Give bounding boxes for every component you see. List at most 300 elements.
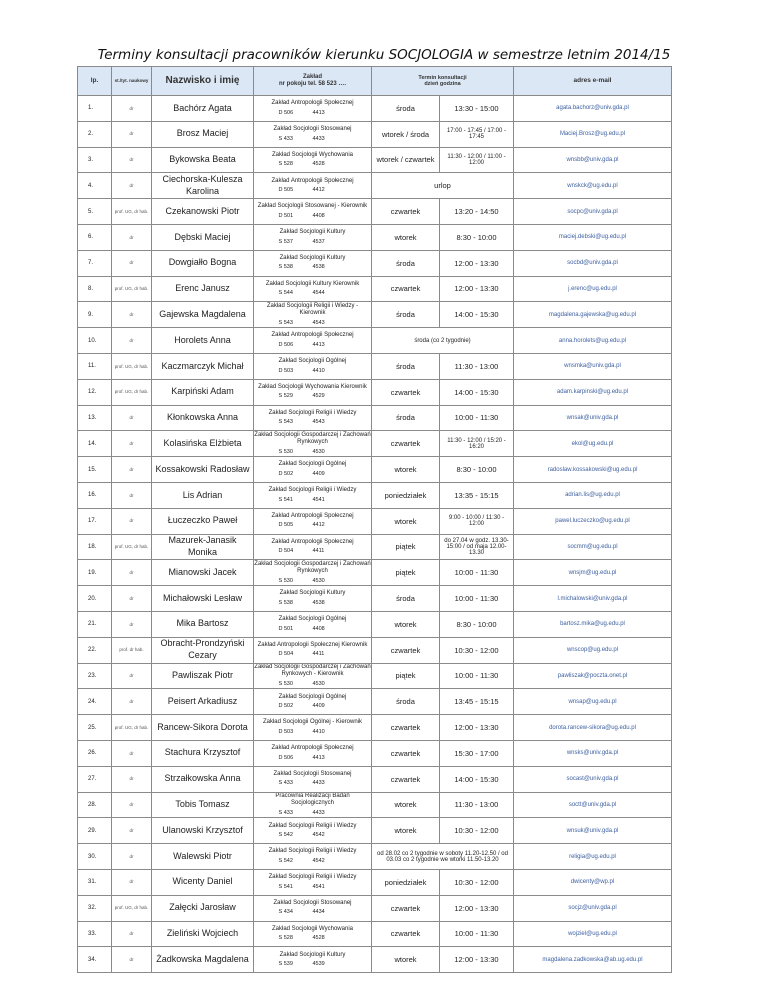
department-name: Zakład Antropologii Społecznej bbox=[271, 332, 354, 339]
table-row bbox=[78, 431, 672, 457]
department-cell bbox=[254, 457, 372, 483]
room-number: D 506 bbox=[278, 341, 294, 348]
consultation-time: 12:00 - 13:30 bbox=[440, 715, 514, 741]
academic-title: dr bbox=[112, 224, 152, 250]
room-number: S 529 bbox=[278, 393, 293, 400]
department-name: Zakład Socjologii Ogólnej bbox=[278, 461, 347, 468]
department-cell bbox=[254, 534, 372, 560]
room-phone bbox=[254, 651, 371, 658]
room-phone bbox=[254, 161, 371, 168]
row-number: 33. bbox=[78, 921, 112, 947]
consultation-day: wtorek bbox=[372, 457, 440, 483]
header-department-name: Zakład bbox=[302, 74, 322, 81]
department-cell bbox=[254, 431, 372, 457]
table-row bbox=[78, 637, 672, 663]
academic-title: dr bbox=[112, 96, 152, 122]
row-number: 18. bbox=[78, 534, 112, 560]
row-number: 28. bbox=[78, 792, 112, 818]
room-number: S 433 bbox=[278, 780, 293, 787]
department-name: Zakład Socjologii Stosowanej bbox=[273, 899, 352, 906]
table-row bbox=[78, 121, 672, 147]
email-address: socpc@univ.gda.pl bbox=[514, 199, 672, 225]
department-name: Zakład Socjologii Religii i Wiedzy bbox=[268, 822, 357, 829]
header-lp: lp. bbox=[78, 67, 112, 96]
room-number: S 528 bbox=[278, 935, 293, 942]
header-email: adres e-mail bbox=[514, 67, 672, 96]
email-address: agata.bachorz@univ.gda.pl bbox=[514, 96, 672, 122]
phone-extension: 4530 bbox=[312, 680, 325, 687]
employee-name: Kossakowski Radosław bbox=[152, 457, 254, 483]
email-address: wnsap@ug.edu.pl bbox=[514, 689, 672, 715]
row-number: 1. bbox=[78, 96, 112, 122]
row-number: 19. bbox=[78, 560, 112, 586]
consultation-time: 11:30 - 12:00 / 15:20 - 16:20 bbox=[440, 431, 514, 457]
phone-extension: 4412 bbox=[312, 187, 325, 194]
row-number: 7. bbox=[78, 250, 112, 276]
room-number: D 506 bbox=[278, 754, 294, 761]
consultation-time: 14:00 - 15:30 bbox=[440, 302, 514, 328]
row-number: 30. bbox=[78, 844, 112, 870]
academic-title: dr bbox=[112, 405, 152, 431]
department-cell bbox=[254, 766, 372, 792]
room-phone bbox=[254, 858, 371, 865]
consultation-time: 15:30 - 17:00 bbox=[440, 740, 514, 766]
email-address: socmm@ug.edu.pl bbox=[514, 534, 672, 560]
academic-title: dr bbox=[112, 173, 152, 199]
room-phone bbox=[254, 187, 371, 194]
phone-extension: 4542 bbox=[312, 857, 325, 864]
consultation-day: czwartek bbox=[372, 199, 440, 225]
department-name: Zakład Antropologii Społecznej Kierownik bbox=[257, 641, 368, 648]
department-name: Zakład Antropologii Społecznej bbox=[271, 745, 354, 752]
employee-name: Kłonkowska Anna bbox=[152, 405, 254, 431]
email-address: magdalena.gajewska@ug.edu.pl bbox=[514, 302, 672, 328]
employee-name: Michałowski Lesław bbox=[152, 586, 254, 612]
phone-extension: 4530 bbox=[312, 577, 325, 584]
consultation-day: czwartek bbox=[372, 379, 440, 405]
email-address: wojziel@ug.edu.pl bbox=[514, 921, 672, 947]
room-phone bbox=[254, 522, 371, 529]
department-name: Pracownia Realizacji Badań Socjologicznych bbox=[275, 792, 350, 807]
consultation-day: czwartek bbox=[372, 276, 440, 302]
room-phone bbox=[254, 471, 371, 478]
department-name: Zakład Socjologii Religii i Wiedzy bbox=[268, 848, 357, 855]
header-department bbox=[254, 67, 372, 96]
department-cell bbox=[254, 508, 372, 534]
room-number: D 502 bbox=[278, 703, 294, 710]
department-cell bbox=[254, 276, 372, 302]
consultation-day: poniedziałek bbox=[372, 482, 440, 508]
academic-title: prof. UG, dr hab. bbox=[112, 534, 152, 560]
table-row bbox=[78, 508, 672, 534]
department-cell bbox=[254, 895, 372, 921]
table-row bbox=[78, 302, 672, 328]
academic-title: dr bbox=[112, 844, 152, 870]
department-cell bbox=[254, 224, 372, 250]
phone-extension: 4529 bbox=[312, 393, 325, 400]
employee-name: Bykowska Beata bbox=[152, 147, 254, 173]
employee-name: Żadkowska Magdalena bbox=[152, 947, 254, 973]
table-row bbox=[78, 379, 672, 405]
department-cell bbox=[254, 844, 372, 870]
department-cell bbox=[254, 173, 372, 199]
email-address: wnsuk@univ.gda.pl bbox=[514, 818, 672, 844]
consultation-day: czwartek bbox=[372, 895, 440, 921]
academic-title: dr bbox=[112, 147, 152, 173]
room-phone bbox=[254, 810, 371, 817]
department-cell bbox=[254, 947, 372, 973]
consultation-day: czwartek bbox=[372, 431, 440, 457]
employee-name: Łuczeczko Paweł bbox=[152, 508, 254, 534]
department-name: Zakład Socjologii Religii i Wiedzy bbox=[268, 874, 357, 881]
email-address: soctt@univ.gda.pl bbox=[514, 792, 672, 818]
consultation-time: 11:30 - 12:00 / 11:00 - 12:00 bbox=[440, 147, 514, 173]
department-name: Zakład Antropologii Społecznej bbox=[271, 177, 354, 184]
department-name: Zakład Antropologii Społecznej bbox=[271, 100, 354, 107]
employee-name: Mazurek-Janasik Monika bbox=[152, 534, 254, 560]
email-address: ekol@ug.edu.pl bbox=[514, 431, 672, 457]
phone-extension: 4408 bbox=[312, 212, 325, 219]
phone-extension: 4413 bbox=[312, 754, 325, 761]
employee-name: Zieliński Wojciech bbox=[152, 921, 254, 947]
room-phone bbox=[254, 368, 371, 375]
row-number: 10. bbox=[78, 328, 112, 354]
department-cell bbox=[254, 586, 372, 612]
table-row bbox=[78, 689, 672, 715]
room-number: S 538 bbox=[278, 599, 293, 606]
department-cell bbox=[254, 405, 372, 431]
department-name: Zakład Socjologii Kultury bbox=[279, 590, 346, 597]
room-phone bbox=[254, 729, 371, 736]
email-address: wnsks@univ.gda.pl bbox=[514, 740, 672, 766]
consultation-day: wtorek bbox=[372, 508, 440, 534]
department-name: Zakład Socjologii Ogólnej bbox=[278, 616, 347, 623]
department-name: Zakład Socjologii Wychowania Kierownik bbox=[258, 383, 367, 390]
phone-extension: 4539 bbox=[312, 961, 325, 967]
room-phone bbox=[254, 578, 371, 585]
email-address: wnsbb@univ.gda.pl bbox=[514, 147, 672, 173]
email-address: magdalena.zadkowska@ab.ug.edu.pl bbox=[514, 947, 672, 973]
email-address: Maciej.Brosz@ug.edu.pl bbox=[514, 121, 672, 147]
room-number: D 504 bbox=[278, 651, 294, 658]
row-number: 26. bbox=[78, 740, 112, 766]
row-number: 2. bbox=[78, 121, 112, 147]
room-number: S 528 bbox=[278, 161, 293, 168]
academic-title: dr bbox=[112, 921, 152, 947]
phone-extension: 4411 bbox=[312, 651, 325, 658]
consultation-time: 17:00 - 17:45 / 17:00 - 17:45 bbox=[440, 121, 514, 147]
employee-name: Gajewska Magdalena bbox=[152, 302, 254, 328]
academic-title: prof. UG, dr hab. bbox=[112, 715, 152, 741]
room-phone bbox=[254, 703, 371, 710]
phone-extension: 4528 bbox=[312, 935, 325, 942]
academic-title: dr bbox=[112, 250, 152, 276]
email-address: wnscop@ug.edu.pl bbox=[514, 637, 672, 663]
employee-name: Wicenty Daniel bbox=[152, 869, 254, 895]
department-name: Zakład Socjologii Ogólnej bbox=[278, 693, 347, 700]
email-address: socjz@univ.gda.pl bbox=[514, 895, 672, 921]
document-title: Terminy konsultacji pracowników kierunku SOCJOLOGIA w semestrze letnim 2014/15 bbox=[97, 47, 671, 63]
department-name: Zakład Socjologii Gospodarczej i Zachowań Rynkowych - Kierownik bbox=[254, 663, 371, 678]
email-address: bartosz.mika@ug.edu.pl bbox=[514, 611, 672, 637]
consultation-time: 10:30 - 12:00 bbox=[440, 818, 514, 844]
room-phone bbox=[254, 213, 371, 220]
consultation-time: 9:00 - 10:00 / 11:30 - 12:00 bbox=[440, 508, 514, 534]
employee-name: Ulanowski Krzysztof bbox=[152, 818, 254, 844]
table-body bbox=[78, 96, 672, 973]
consultation-time: 10:30 - 12:00 bbox=[440, 637, 514, 663]
consultation-day: środa bbox=[372, 302, 440, 328]
phone-extension: 4528 bbox=[312, 161, 325, 168]
department-cell bbox=[254, 792, 372, 818]
room-number: D 504 bbox=[278, 548, 294, 555]
email-address: wnskck@ug.edu.pl bbox=[514, 173, 672, 199]
department-cell bbox=[254, 96, 372, 122]
department-name: Zakład Socjologii Wychowania bbox=[272, 151, 353, 158]
consultation-time: 10:00 - 11:30 bbox=[440, 921, 514, 947]
employee-name: Czekanowski Piotr bbox=[152, 199, 254, 225]
row-number: 15. bbox=[78, 457, 112, 483]
row-number: 12. bbox=[78, 379, 112, 405]
row-number: 20. bbox=[78, 586, 112, 612]
room-phone bbox=[254, 909, 371, 916]
table-row bbox=[78, 173, 672, 199]
department-cell bbox=[254, 379, 372, 405]
consultation-time: 10:00 - 11:30 bbox=[440, 663, 514, 689]
room-number: D 503 bbox=[278, 367, 294, 374]
email-address: radoslaw.kossakowski@ug.edu.pl bbox=[514, 457, 672, 483]
header-name: Nazwisko i imię bbox=[152, 67, 254, 96]
department-cell bbox=[254, 328, 372, 354]
row-number: 32. bbox=[78, 895, 112, 921]
table-row bbox=[78, 405, 672, 431]
consultation-day: środa bbox=[372, 586, 440, 612]
employee-name: Obracht-Prondzyński Cezary bbox=[152, 637, 254, 663]
academic-title: dr bbox=[112, 869, 152, 895]
academic-title: prof. UG, dr hab. bbox=[112, 353, 152, 379]
email-address: maciej.debski@ug.edu.pl bbox=[514, 224, 672, 250]
phone-extension: 4544 bbox=[312, 290, 325, 297]
room-phone bbox=[254, 264, 371, 271]
phone-extension: 4433 bbox=[312, 135, 325, 142]
header-term bbox=[372, 67, 514, 96]
table-row bbox=[78, 224, 672, 250]
consultation-time: 12:00 - 13:30 bbox=[440, 250, 514, 276]
email-address: wnsmka@univ.gda.pl bbox=[514, 353, 672, 379]
department-cell bbox=[254, 740, 372, 766]
table-row bbox=[78, 586, 672, 612]
room-phone bbox=[254, 449, 371, 456]
room-phone bbox=[254, 320, 371, 327]
table-row bbox=[78, 895, 672, 921]
consultation-day: środa bbox=[372, 689, 440, 715]
academic-title: dr bbox=[112, 457, 152, 483]
consultation-day: czwartek bbox=[372, 766, 440, 792]
row-number: 23. bbox=[78, 663, 112, 689]
academic-title: dr bbox=[112, 482, 152, 508]
room-number: S 543 bbox=[278, 419, 293, 426]
department-name: Zakład Socjologii Religii i Wiedzy - Kierownik bbox=[266, 302, 359, 317]
academic-title: prof. dr hab. bbox=[112, 637, 152, 663]
email-address: pawliszak@poczta.onet.pl bbox=[514, 663, 672, 689]
room-phone bbox=[254, 935, 371, 942]
room-number: D 506 bbox=[278, 109, 294, 116]
email-address: l.michalowski@univ.gda.pl bbox=[514, 586, 672, 612]
email-address: j.erenc@ug.edu.pl bbox=[514, 276, 672, 302]
phone-extension: 4410 bbox=[312, 728, 325, 735]
consultation-day: wtorek bbox=[372, 818, 440, 844]
consultation-day: środa bbox=[372, 250, 440, 276]
consultation-day: wtorek bbox=[372, 611, 440, 637]
consultation-time: 14:00 - 15:30 bbox=[440, 766, 514, 792]
department-cell bbox=[254, 560, 372, 586]
academic-title: prof. UG, dr hab. bbox=[112, 379, 152, 405]
table-row bbox=[78, 199, 672, 225]
phone-extension: 4543 bbox=[312, 319, 325, 326]
department-name: Zakład Socjologii Gospodarczej i Zachowań Rynkowych bbox=[254, 431, 371, 446]
consultation-day: środa (co 2 tygodnie) bbox=[372, 328, 514, 354]
employee-name: Pawliszak Piotr bbox=[152, 663, 254, 689]
academic-title: dr bbox=[112, 947, 152, 973]
consultation-day: poniedziałek bbox=[372, 869, 440, 895]
room-number: D 505 bbox=[278, 522, 294, 529]
consultation-time: 10:00 - 11:30 bbox=[440, 560, 514, 586]
employee-name: Bachórz Agata bbox=[152, 96, 254, 122]
row-number: 5. bbox=[78, 199, 112, 225]
academic-title: dr bbox=[112, 766, 152, 792]
phone-extension: 4434 bbox=[312, 909, 325, 916]
table-header-row bbox=[78, 67, 672, 96]
consultation-time: 12:00 - 13:30 bbox=[440, 947, 514, 973]
table-row bbox=[78, 792, 672, 818]
employee-name: Erenc Janusz bbox=[152, 276, 254, 302]
consultation-day: środa bbox=[372, 405, 440, 431]
room-phone bbox=[254, 419, 371, 426]
consultation-time: 13:20 - 14:50 bbox=[440, 199, 514, 225]
room-phone bbox=[254, 136, 371, 143]
email-address: religia@ug.edu.pl bbox=[514, 844, 672, 870]
room-number: S 543 bbox=[278, 319, 293, 326]
employee-name: Karpiński Adam bbox=[152, 379, 254, 405]
phone-extension: 4413 bbox=[312, 109, 325, 116]
row-number: 16. bbox=[78, 482, 112, 508]
consultation-day: wtorek bbox=[372, 792, 440, 818]
room-phone bbox=[254, 780, 371, 787]
department-name: Zakład Socjologii Kultury bbox=[279, 951, 346, 958]
academic-title: dr bbox=[112, 689, 152, 715]
academic-title: dr bbox=[112, 328, 152, 354]
consultation-time: 12:00 - 13:30 bbox=[440, 276, 514, 302]
consultation-time: 10:30 - 12:00 bbox=[440, 869, 514, 895]
phone-extension: 4541 bbox=[312, 883, 325, 890]
room-number: S 433 bbox=[278, 809, 293, 816]
department-cell bbox=[254, 611, 372, 637]
consultation-day: czwartek bbox=[372, 715, 440, 741]
employee-name: Kaczmarczyk Michał bbox=[152, 353, 254, 379]
table-row bbox=[78, 818, 672, 844]
phone-extension: 4541 bbox=[312, 496, 325, 503]
phone-extension: 4537 bbox=[312, 238, 325, 245]
room-phone bbox=[254, 626, 371, 633]
room-number: S 541 bbox=[278, 883, 293, 890]
room-phone bbox=[254, 548, 371, 555]
table-row bbox=[78, 947, 672, 973]
phone-extension: 4538 bbox=[312, 264, 325, 271]
phone-extension: 4410 bbox=[312, 367, 325, 374]
department-name: Zakład Socjologii Ogólnej - Kierownik bbox=[262, 719, 363, 726]
department-name: Zakład Socjologii Religii i Wiedzy bbox=[268, 409, 357, 416]
header-term-title: Termin konsultacji bbox=[418, 74, 467, 81]
header-title: st./tyt. naukowy bbox=[112, 67, 152, 96]
phone-extension: 4542 bbox=[312, 832, 325, 839]
department-name: Zakład Socjologii Kultury bbox=[279, 254, 346, 261]
consultation-day: piątek bbox=[372, 534, 440, 560]
room-phone bbox=[254, 497, 371, 504]
department-cell bbox=[254, 818, 372, 844]
room-number: S 433 bbox=[278, 135, 293, 142]
row-number: 27. bbox=[78, 766, 112, 792]
employee-name: Brosz Maciej bbox=[152, 121, 254, 147]
employee-name: Walewski Piotr bbox=[152, 844, 254, 870]
department-cell bbox=[254, 353, 372, 379]
academic-title: dr bbox=[112, 508, 152, 534]
room-phone bbox=[254, 290, 371, 297]
phone-extension: 4538 bbox=[312, 599, 325, 606]
department-cell bbox=[254, 869, 372, 895]
table-row bbox=[78, 534, 672, 560]
table-row bbox=[78, 921, 672, 947]
consultation-day: czwartek bbox=[372, 740, 440, 766]
employee-name: Lis Adrian bbox=[152, 482, 254, 508]
consultation-time: 10:00 - 11:30 bbox=[440, 405, 514, 431]
consultation-day: czwartek bbox=[372, 637, 440, 663]
table-row bbox=[78, 482, 672, 508]
consultation-time: 12:00 - 13:30 bbox=[440, 895, 514, 921]
email-address: socast@univ.gda.pl bbox=[514, 766, 672, 792]
room-phone bbox=[254, 239, 371, 246]
department-name: Zakład Socjologii Kultury Kierownik bbox=[265, 280, 360, 287]
room-phone bbox=[254, 755, 371, 762]
consultation-time: 10:00 - 11:30 bbox=[440, 586, 514, 612]
department-name: Zakład Socjologii Wychowania bbox=[272, 925, 353, 932]
employee-name: Strzałkowska Anna bbox=[152, 766, 254, 792]
department-cell bbox=[254, 250, 372, 276]
academic-title: dr bbox=[112, 818, 152, 844]
email-address: dorota.rancew-sikora@ug.edu.pl bbox=[514, 715, 672, 741]
phone-extension: 4530 bbox=[312, 448, 325, 455]
academic-title: dr bbox=[112, 663, 152, 689]
phone-extension: 4412 bbox=[312, 522, 325, 529]
department-cell bbox=[254, 689, 372, 715]
table-row bbox=[78, 869, 672, 895]
row-number: 14. bbox=[78, 431, 112, 457]
room-phone bbox=[254, 681, 371, 688]
consultation-day: wtorek bbox=[372, 947, 440, 973]
row-number: 3. bbox=[78, 147, 112, 173]
email-address: wnsjm@ug.edu.pl bbox=[514, 560, 672, 586]
email-address: pawel.luczeczko@ug.edu.pl bbox=[514, 508, 672, 534]
consultation-day: wtorek / czwartek bbox=[372, 147, 440, 173]
consultation-time: do 27.04 w godz. 13.30-15:00 / od maja 12.00-13.30 bbox=[440, 534, 514, 560]
department-cell bbox=[254, 121, 372, 147]
employee-name: Ciechorska-Kulesza Karolina bbox=[152, 173, 254, 199]
department-cell bbox=[254, 715, 372, 741]
table-row bbox=[78, 844, 672, 870]
employee-name: Tobis Tomasz bbox=[152, 792, 254, 818]
department-name: Zakład Socjologii Gospodarczej i Zachowań Rynkowych bbox=[254, 560, 371, 575]
department-name: Zakład Socjologii Religii i Wiedzy bbox=[268, 487, 357, 494]
department-name: Zakład Socjologii Kultury bbox=[279, 229, 346, 236]
